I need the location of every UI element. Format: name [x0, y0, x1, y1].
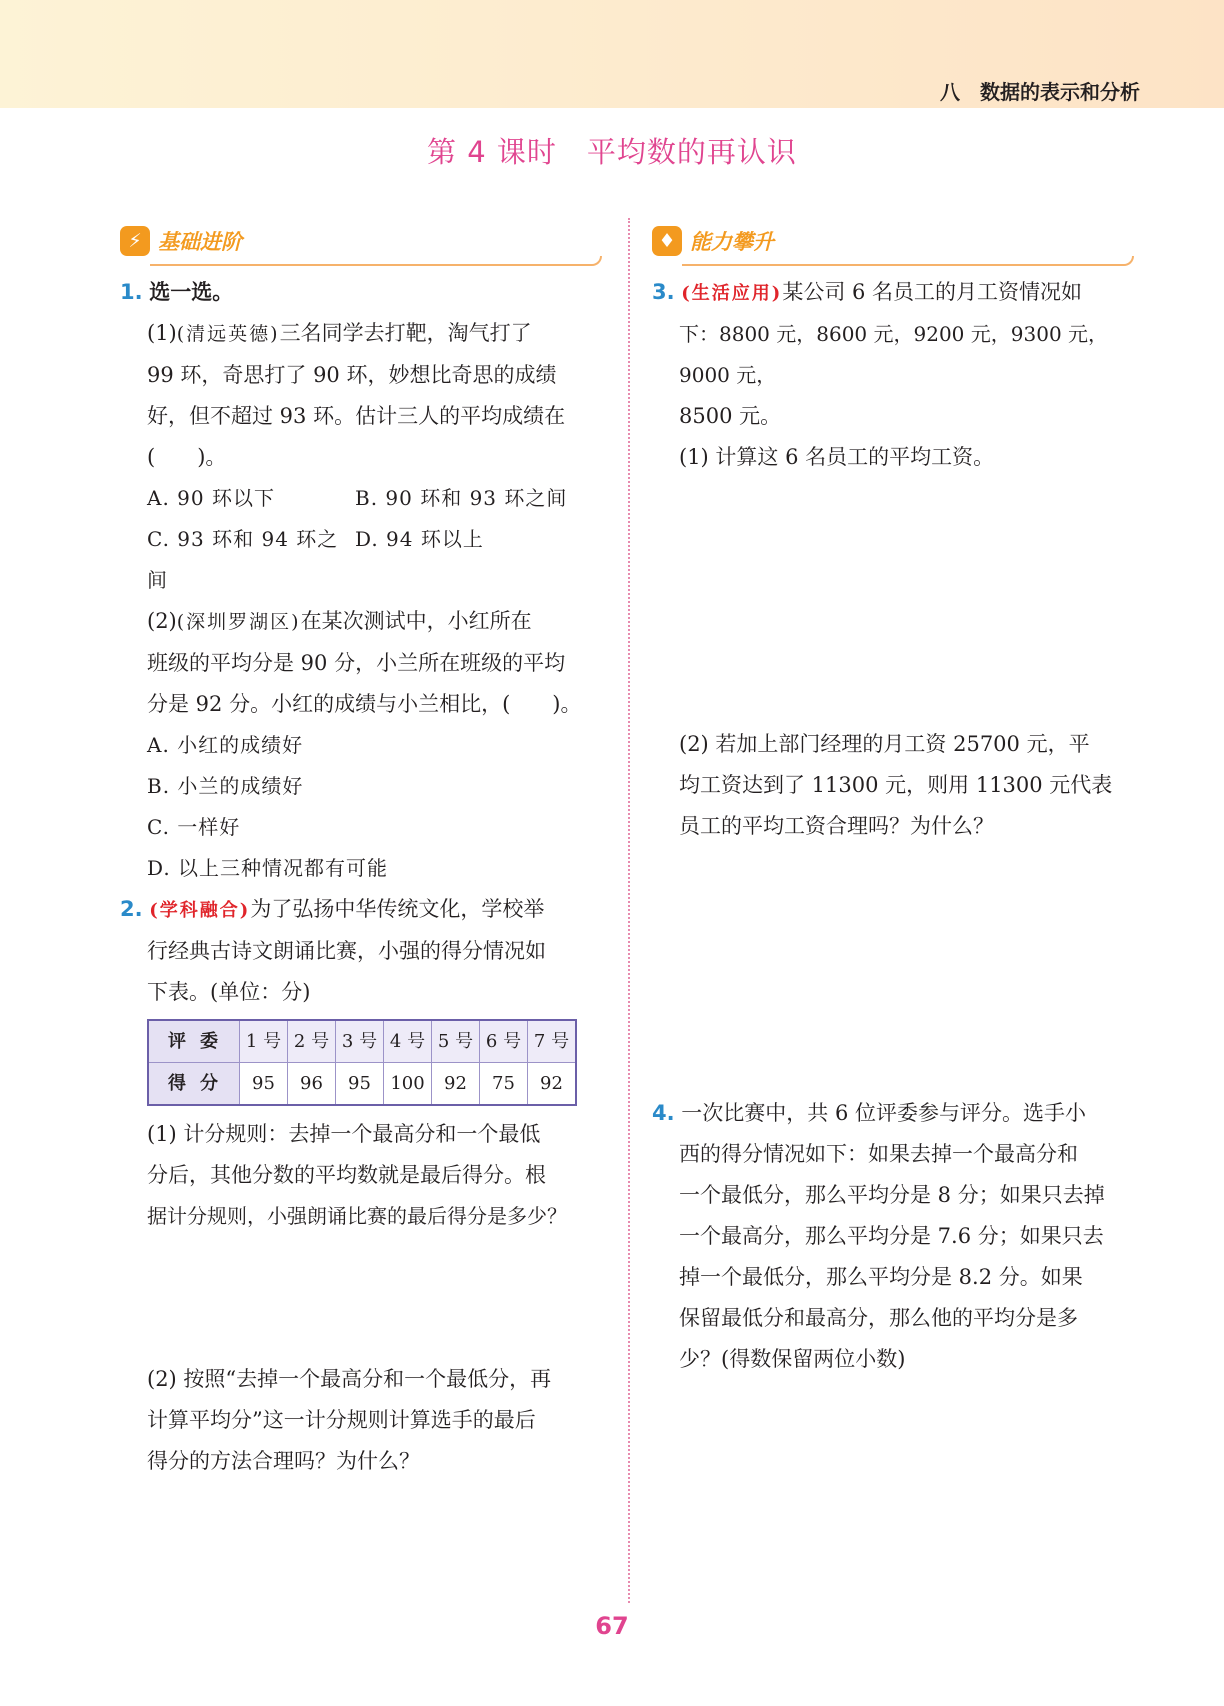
question-text: (1) 计分规则：去掉一个最高分和一个最低 [147, 1122, 541, 1146]
question-text: 在某次测试中，小红所在 [300, 609, 532, 633]
score-cell: 92 [528, 1063, 577, 1106]
chapter-title: 八 数据的表示和分析 [940, 80, 1140, 104]
option-c: C. 一样好 [147, 815, 241, 839]
question-text: 一个最高分，那么平均分是 7.6 分；如果只去 [679, 1224, 1104, 1248]
question-text: 下：8800 元，8600 元，9200 元，9300 元，9000 元， [679, 322, 1109, 387]
option-c: C. 93 环和 94 环之间 [147, 527, 339, 592]
option-a: A. 90 环以下 [147, 486, 275, 510]
question-text: 分后，其他分数的平均数就是最后得分。根 [147, 1163, 546, 1187]
score-cell: 96 [288, 1063, 336, 1106]
options-row [120, 478, 610, 519]
source-tag: (深圳罗湖区) [176, 611, 301, 633]
row-header: 评委 [148, 1020, 240, 1063]
question-text: 少？(得数保留两位小数) [679, 1347, 906, 1371]
section-underline [682, 256, 1134, 266]
judge-cell: 5 号 [432, 1020, 480, 1063]
column-divider [628, 218, 630, 1603]
judge-cell: 7 号 [528, 1020, 577, 1063]
option-b: B. 小兰的成绩好 [147, 774, 304, 798]
sub-question-number: (2) [147, 609, 177, 633]
page-number: 67 [595, 1612, 629, 1640]
option-d: D. 94 环以上 [355, 527, 484, 551]
score-cell: 95 [336, 1063, 384, 1106]
answer-space [120, 1237, 610, 1359]
judge-cell: 3 号 [336, 1020, 384, 1063]
question-text: 99 环，奇思打了 90 环，妙想比奇思的成绩 [147, 363, 557, 387]
question-4 [652, 1093, 1142, 1380]
question-text: 下表。(单位：分) [147, 980, 311, 1004]
question-number: 2. [120, 897, 143, 921]
question-heading: 选一选。 [149, 280, 234, 304]
question-text: 某公司 6 名员工的月工资情况如 [782, 280, 1083, 304]
question-text: 保留最低分和最高分，那么他的平均分是多 [679, 1306, 1078, 1330]
question-text: 得分的方法合理吗？为什么？ [147, 1449, 420, 1473]
answer-space [652, 847, 1142, 1093]
question-text: 一次比赛中，共 6 位评委参与评分。选手小 [681, 1101, 1086, 1125]
section-underline [150, 256, 602, 266]
question-text: 均工资达到了 11300 元，则用 11300 元代表 [679, 773, 1113, 797]
table-row [148, 1063, 576, 1106]
row-header: 得分 [148, 1063, 240, 1106]
table-row [148, 1020, 576, 1063]
judge-cell: 2 号 [288, 1020, 336, 1063]
question-text: 掉一个最低分，那么平均分是 8.2 分。如果 [679, 1265, 1083, 1289]
question-text: (1) 计算这 6 名员工的平均工资。 [679, 445, 995, 469]
question-number: 3. [652, 280, 675, 304]
question-text: 员工的平均工资合理吗？为什么？ [679, 814, 994, 838]
lesson-title: 第 4 课时 平均数的再认识 [427, 135, 797, 169]
right-column [652, 272, 1142, 1380]
option-a: A. 小红的成绩好 [147, 733, 304, 757]
answer-blank: ( )。 [147, 445, 227, 469]
question-text: 班级的平均分是 90 分，小兰所在班级的平均 [147, 651, 566, 675]
running-figure-icon: ⚡ [120, 226, 150, 256]
category-tag: (学科融合) [149, 900, 251, 921]
question-text: 为了弘扬中华传统文化，学校举 [250, 897, 545, 921]
question-text: 行经典古诗文朗诵比赛，小强的得分情况如 [147, 939, 546, 963]
question-text: 三名同学去打靶，淘气打了 [279, 321, 532, 345]
score-cell: 92 [432, 1063, 480, 1106]
judge-cell: 6 号 [480, 1020, 528, 1063]
judge-cell: 1 号 [240, 1020, 288, 1063]
section-heading-basic [120, 222, 602, 266]
question-text: (2) 按照“去掉一个最高分和一个最低分，再 [147, 1367, 552, 1391]
question-text: 据计分规则，小强朗诵比赛的最后得分是多少？ [147, 1204, 567, 1228]
question-text: 西的得分情况如下：如果去掉一个最高分和 [679, 1142, 1078, 1166]
question-text: (2) 若加上部门经理的月工资 25700 元，平 [679, 732, 1090, 756]
score-cell: 75 [480, 1063, 528, 1106]
options-row [120, 519, 610, 601]
option-d: D. 以上三种情况都有可能 [147, 856, 389, 880]
question-2 [120, 889, 610, 1482]
section-heading-advanced [652, 222, 1134, 266]
category-tag: (生活应用) [681, 283, 783, 304]
sub-question-number: (1) [147, 321, 177, 345]
question-number: 4. [652, 1101, 675, 1125]
score-cell: 95 [240, 1063, 288, 1106]
question-text: 8500 元。 [679, 404, 782, 428]
score-table [147, 1019, 577, 1106]
question-text: 一个最低分，那么平均分是 8 分；如果只去掉 [679, 1183, 1105, 1207]
climbing-figure-icon: ♦ [652, 226, 682, 256]
question-text: 计算平均分”这一计分规则计算选手的最后 [147, 1408, 536, 1432]
source-tag: (清远英德) [176, 323, 280, 345]
question-text: 分是 92 分。小红的成绩与小兰相比，( )。 [147, 692, 582, 716]
question-1 [120, 272, 610, 889]
question-text: 好，但不超过 93 环。估计三人的平均成绩在 [147, 404, 566, 428]
question-3 [652, 272, 1142, 847]
score-cell: 100 [384, 1063, 432, 1106]
option-b: B. 90 环和 93 环之间 [355, 486, 568, 510]
question-number: 1. [120, 280, 143, 304]
section-label: 能力攀升 [690, 230, 774, 254]
judge-cell: 4 号 [384, 1020, 432, 1063]
left-column [120, 272, 610, 1482]
section-label: 基础进阶 [158, 230, 242, 254]
answer-space [652, 478, 1142, 724]
